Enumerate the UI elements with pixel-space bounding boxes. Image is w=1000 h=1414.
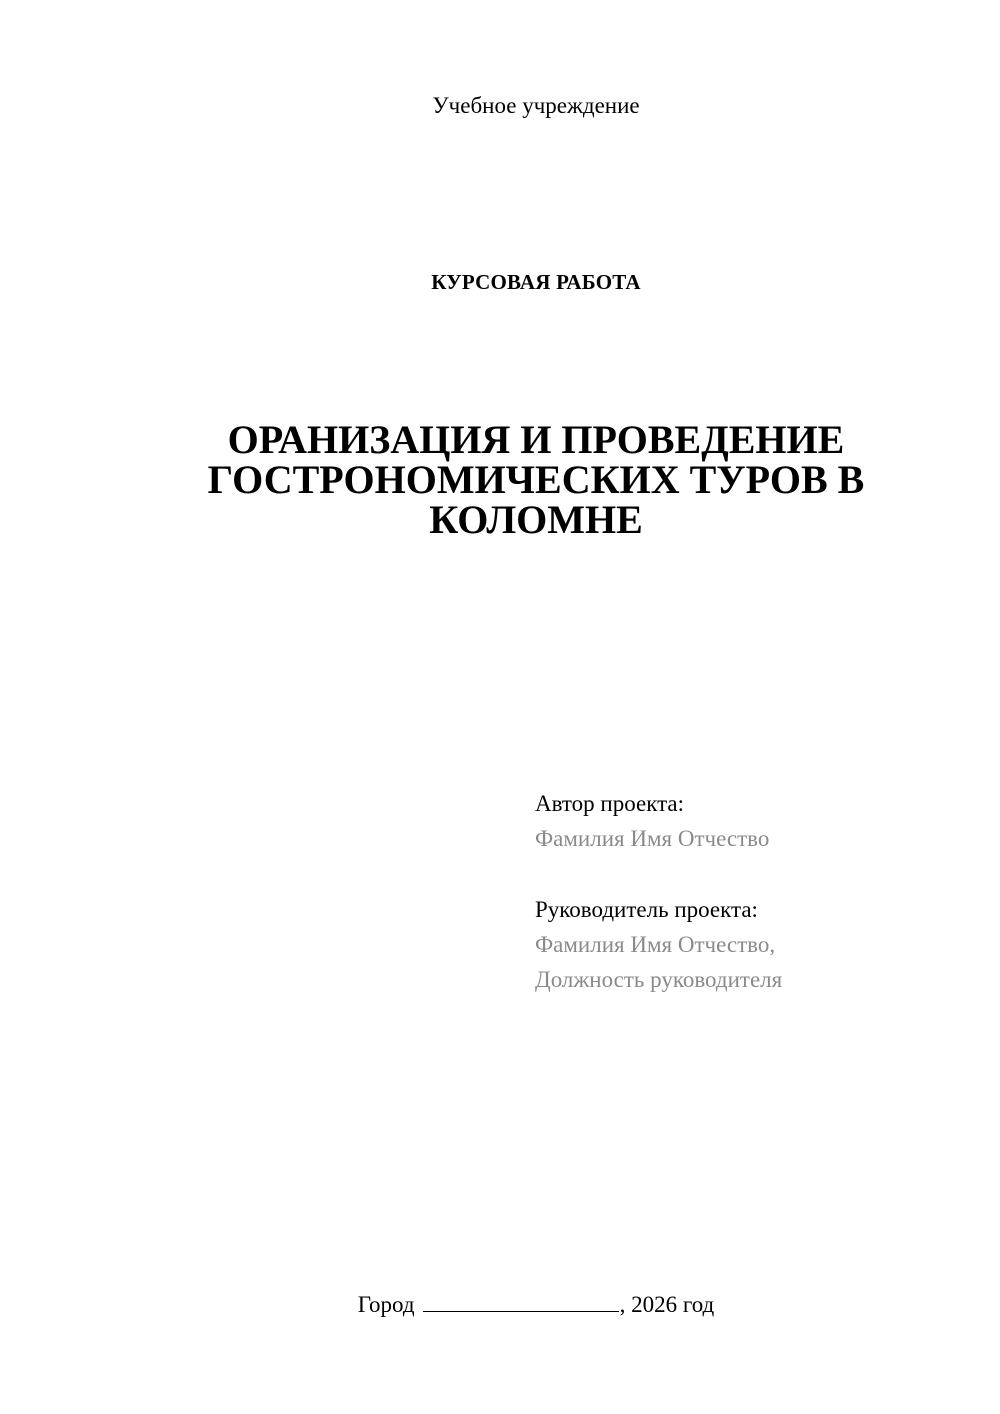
credits-spacer (535, 856, 975, 892)
author-label: Автор проекта: (535, 791, 684, 816)
supervisor-label: Руководитель проекта: (535, 897, 758, 922)
work-type-heading: КУРСОВАЯ РАБОТА (431, 270, 641, 294)
city-label: Город (357, 1292, 415, 1317)
credits-block (535, 786, 975, 997)
year-text: , 2026 год (619, 1292, 715, 1317)
supervisor-name: Фамилия Имя Отчество, (535, 932, 776, 957)
city-blank-underline (423, 1291, 619, 1312)
supervisor-position: Должность руководителя (535, 967, 783, 992)
author-name: Фамилия Имя Отчество (535, 826, 770, 851)
title-line: КОЛОМНЕ (429, 497, 643, 542)
institution-name: Учебное учреждение (432, 93, 640, 118)
title-line: ОРАНИЗАЦИЯ И ПРОВЕДЕНИЕ (227, 417, 845, 462)
document-title (150, 417, 922, 542)
title-line: ГОСТРОНОМИЧЕСКИХ ТУРОВ В (207, 457, 865, 502)
city-year-line (0, 1290, 1000, 1320)
